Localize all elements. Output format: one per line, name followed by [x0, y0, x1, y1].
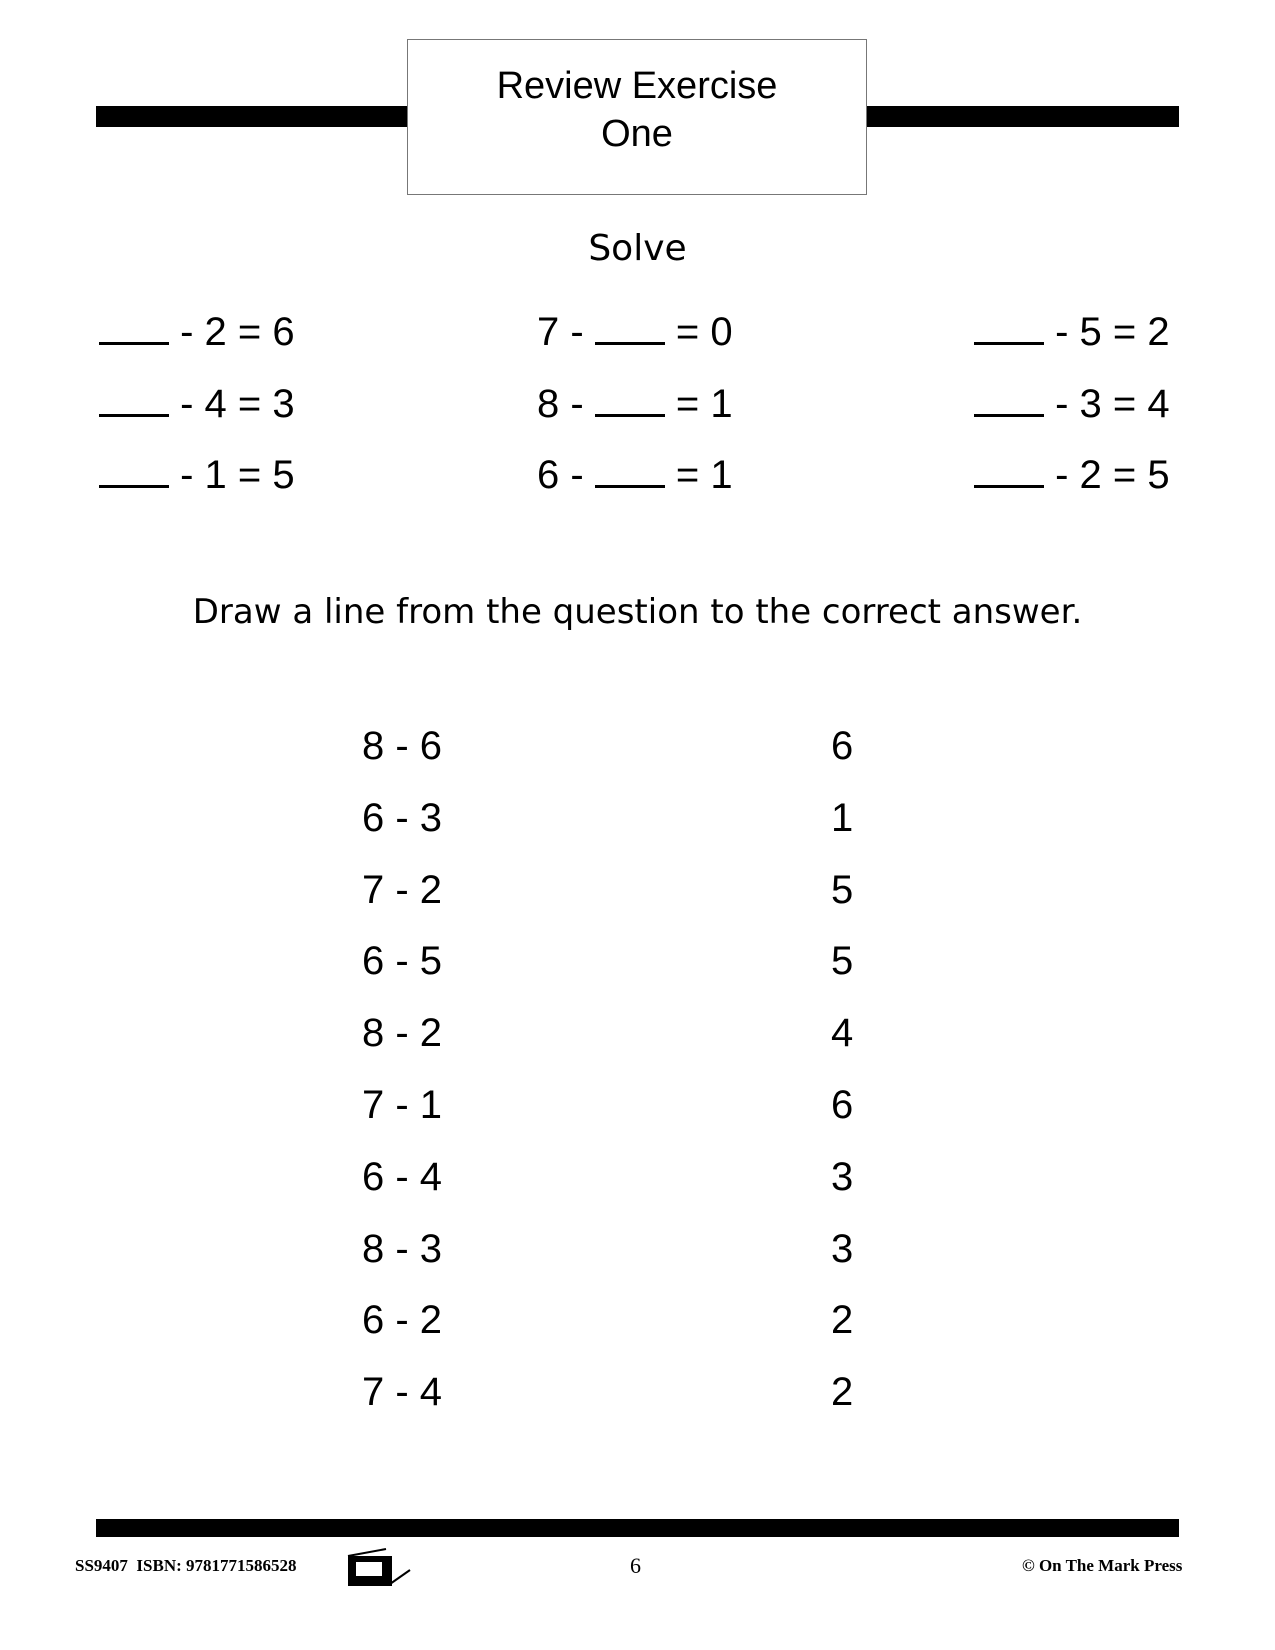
matching-question[interactable]: 8 - 6 [362, 724, 443, 768]
solve-equation [99, 378, 295, 427]
matching-answer[interactable]: 2 [831, 1298, 854, 1343]
matching-question[interactable]: 6 - 3 [362, 795, 443, 840]
equation-prefix: 7 - [537, 310, 595, 354]
matching-question[interactable]: 6 - 4 [362, 1154, 443, 1199]
solve-equation [974, 378, 1170, 427]
matching-answer[interactable]: 3 [831, 1226, 854, 1271]
matching-question[interactable]: 8 - 3 [362, 1226, 443, 1271]
equation-suffix: = 1 [664, 453, 733, 497]
matching-answer[interactable]: 5 [831, 939, 854, 984]
equation-suffix: - 5 = 2 [1044, 310, 1170, 354]
matching-question[interactable]: 7 - 2 [362, 867, 443, 912]
matching-answer[interactable]: 2 [831, 1370, 854, 1415]
matching-question[interactable]: 6 - 2 [362, 1298, 443, 1343]
header-rule-left [96, 106, 408, 127]
answer-blank[interactable] [99, 306, 169, 345]
solve-equation [99, 306, 295, 355]
solve-equation [99, 449, 295, 498]
matching-answer[interactable]: 6 [831, 724, 854, 768]
page-title-line2: One [601, 113, 673, 155]
solve-equation [537, 378, 733, 427]
matching-answer[interactable]: 5 [831, 867, 854, 912]
solve-equation [537, 306, 733, 355]
answer-blank[interactable] [595, 306, 665, 345]
page-title-line1: Review Exercise [496, 65, 778, 107]
equation-suffix: - 2 = 5 [1044, 453, 1170, 497]
answer-blank[interactable] [595, 449, 665, 488]
matching-question[interactable]: 8 - 2 [362, 1011, 443, 1056]
solve-heading: Solve [588, 228, 687, 269]
equation-prefix: 8 - [537, 382, 595, 426]
matching-answer[interactable]: 6 [831, 1083, 854, 1127]
solve-equation [974, 449, 1170, 498]
page-number: 6 [630, 1553, 641, 1578]
header-rule-right [866, 106, 1179, 127]
matching-question[interactable]: 6 - 5 [362, 939, 443, 984]
matching-instruction: Draw a line from the question to the correct answer. [192, 592, 1083, 632]
equation-prefix: 6 - [537, 453, 595, 497]
answer-blank[interactable] [595, 378, 665, 417]
equation-suffix: - 2 = 6 [169, 310, 295, 354]
matching-answer[interactable]: 3 [831, 1154, 854, 1199]
equation-suffix: - 4 = 3 [169, 382, 295, 426]
title-box [407, 39, 867, 195]
matching-question[interactable]: 7 - 4 [362, 1370, 443, 1415]
matching-answer[interactable]: 4 [831, 1011, 854, 1056]
answer-blank[interactable] [99, 449, 169, 488]
footer-rule [96, 1519, 1179, 1537]
matching-answer[interactable]: 1 [831, 795, 854, 840]
solve-equation [537, 449, 733, 498]
footer-isbn: SS9407 ISBN: 9781771586528 [75, 1556, 297, 1575]
solve-equation [974, 306, 1170, 355]
matching-question[interactable]: 7 - 1 [362, 1083, 443, 1127]
equation-suffix: = 0 [664, 310, 733, 354]
answer-blank[interactable] [974, 306, 1044, 345]
footer-copyright: © On The Mark Press [1022, 1556, 1183, 1575]
answer-blank[interactable] [99, 378, 169, 417]
equation-suffix: - 3 = 4 [1044, 382, 1170, 426]
answer-blank[interactable] [974, 378, 1044, 417]
book-logo-icon [346, 1548, 416, 1588]
equation-suffix: = 1 [664, 382, 733, 426]
answer-blank[interactable] [974, 449, 1044, 488]
equation-suffix: - 1 = 5 [169, 453, 295, 497]
